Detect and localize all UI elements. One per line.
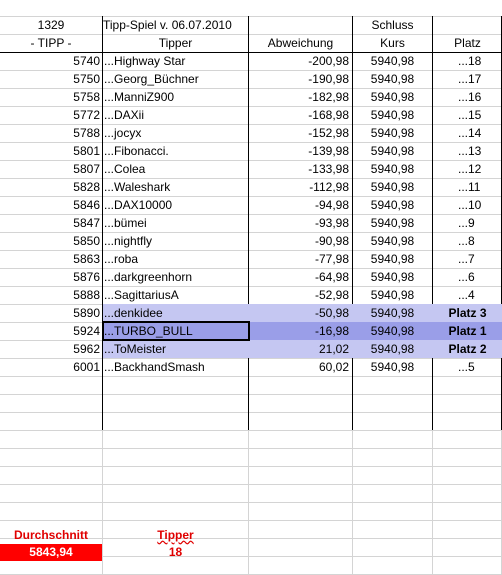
cell-tipper[interactable]: ...TURBO_BULL [104, 324, 193, 338]
cell-abweichung[interactable]: -77,98 [314, 252, 349, 266]
grid-row-line [0, 520, 502, 521]
selected-cell-border [102, 321, 250, 341]
cell-abweichung[interactable]: -139,98 [308, 144, 349, 158]
cell-kurs[interactable]: 5940,98 [370, 288, 415, 302]
cell-tipp[interactable]: 5750 [73, 72, 100, 86]
cell-abweichung[interactable]: -52,98 [314, 288, 349, 302]
cell-kurs[interactable]: 5940,98 [370, 324, 415, 338]
cell-tipper[interactable]: ...Colea [104, 162, 146, 176]
cell-platz[interactable]: ...18 [458, 54, 482, 68]
cell-kurs[interactable]: 5940,98 [370, 270, 415, 284]
cell-kurs[interactable]: 5940,98 [370, 108, 415, 122]
cell-tipper[interactable]: ...denkidee [104, 306, 163, 320]
cell-platz[interactable]: Platz 2 [448, 342, 487, 356]
cell-tipper[interactable]: ...Highway Star [104, 54, 186, 68]
cell-tipp[interactable]: 5740 [73, 54, 100, 68]
cell-tipper[interactable]: ...Georg_Büchner [104, 72, 199, 86]
header-abweichung: Abweichung [267, 36, 334, 50]
cell-tipp[interactable]: 5807 [73, 162, 100, 176]
cell-tipp[interactable]: 5924 [73, 324, 100, 338]
average-value[interactable]: 5843,94 [0, 544, 102, 561]
cell-tipp[interactable]: 5847 [73, 216, 100, 230]
cell-tipper[interactable]: ...DAXii [104, 108, 145, 122]
grid-row-line [0, 430, 502, 431]
cell-abweichung[interactable]: -190,98 [308, 72, 349, 86]
cell-tipper[interactable]: ...jocyx [104, 126, 142, 140]
header-kurs: Kurs [380, 36, 405, 50]
cell-abweichung[interactable]: -16,98 [314, 324, 349, 338]
grid-row-line [0, 466, 502, 467]
cell-abweichung[interactable]: -200,98 [308, 54, 349, 68]
cell-abweichung[interactable]: -94,98 [314, 198, 349, 212]
grid-row-line [0, 502, 502, 503]
cell-abweichung[interactable]: -90,98 [314, 234, 349, 248]
cell-kurs[interactable]: 5940,98 [370, 216, 415, 230]
cell-tipp[interactable]: 5850 [73, 234, 100, 248]
cell-platz[interactable]: Platz 1 [448, 324, 487, 338]
cell-kurs[interactable]: 5940,98 [370, 144, 415, 158]
cell-platz[interactable]: ...6 [458, 270, 475, 284]
cell-abweichung[interactable]: -93,98 [314, 216, 349, 230]
cell-platz[interactable]: ...10 [458, 198, 482, 212]
grid-col-line [432, 430, 433, 575]
average-label: Durchschnitt [13, 528, 88, 542]
cell-tipp[interactable]: 5888 [73, 288, 100, 302]
cell-platz[interactable]: ...7 [458, 252, 475, 266]
cell-kurs[interactable]: 5940,98 [370, 234, 415, 248]
cell-tipp[interactable]: 5772 [73, 108, 100, 122]
cell-tipp[interactable]: 5876 [73, 270, 100, 284]
cell-platz[interactable]: ...12 [458, 162, 482, 176]
cell-abweichung[interactable]: 21,02 [318, 342, 349, 356]
header-tipper: Tipper [158, 36, 193, 50]
cell-abweichung[interactable]: -50,98 [314, 306, 349, 320]
cell-tipp[interactable]: 5788 [73, 126, 100, 140]
cell-tipp[interactable]: 5962 [73, 342, 100, 356]
cell-tipp[interactable]: 5828 [73, 180, 100, 194]
cell-tipper[interactable]: ...roba [104, 252, 139, 266]
grid-col-line [248, 430, 249, 575]
cell-tipp[interactable]: 5758 [73, 90, 100, 104]
header-tipp: - TIPP - [30, 36, 72, 50]
cell-tipp[interactable]: 6001 [73, 360, 100, 374]
cell-tipper[interactable]: ...BackhandSmash [104, 360, 205, 374]
grid-row-line [0, 484, 502, 485]
cell-kurs[interactable]: 5940,98 [370, 180, 415, 194]
grid-col-line [352, 430, 353, 575]
cell-kurs[interactable]: 5940,98 [370, 126, 415, 140]
cell-platz[interactable]: ...8 [458, 234, 475, 248]
cell-platz[interactable]: ...11 [458, 180, 481, 194]
cell-tipper[interactable]: ...darkgreenhorn [104, 270, 193, 284]
cell-abweichung[interactable]: -182,98 [308, 90, 349, 104]
cell-kurs[interactable]: 5940,98 [370, 54, 415, 68]
cell-kurs[interactable]: 5940,98 [370, 252, 415, 266]
grid-row-line [0, 376, 502, 377]
cell-platz[interactable]: ...17 [458, 72, 482, 86]
cell-kurs[interactable]: 5940,98 [370, 72, 415, 86]
header-schluss: Schluss [371, 18, 414, 32]
cell-platz[interactable]: ...13 [458, 144, 482, 158]
cell-tipper[interactable]: ...nightfly [104, 234, 153, 248]
grid-row-line [0, 448, 502, 449]
grid-row-line [0, 412, 502, 413]
cell-tipper[interactable]: ...ManniZ900 [104, 90, 175, 104]
sheet-title: Tipp-Spiel v. 06.07.2010 [103, 18, 232, 32]
cell-tipp[interactable]: 5890 [73, 306, 100, 320]
cell-platz[interactable]: Platz 3 [448, 306, 487, 320]
cell-kurs[interactable]: 5940,98 [370, 360, 415, 374]
cell-tipper[interactable]: ...DAX10000 [104, 198, 173, 212]
sheet-id: 1329 [37, 18, 65, 32]
cell-tipp[interactable]: 5801 [73, 144, 100, 158]
cell-abweichung[interactable]: -112,98 [309, 180, 349, 194]
tipper-count-value[interactable]: 18 [168, 545, 183, 559]
cell-tipper[interactable]: ...SagittariusA [104, 288, 179, 302]
cell-tipper[interactable]: ...bümei [104, 216, 147, 230]
cell-tipper[interactable]: ...Fibonacci. [104, 144, 169, 158]
cell-tipper[interactable]: ...Waleshark [104, 180, 171, 194]
cell-platz[interactable]: ...14 [458, 126, 482, 140]
header-platz: Platz [454, 36, 481, 50]
cell-abweichung[interactable]: -64,98 [314, 270, 349, 284]
cell-abweichung[interactable]: 60,02 [318, 360, 349, 374]
cell-kurs[interactable]: 5940,98 [370, 198, 415, 212]
cell-abweichung[interactable]: -133,98 [308, 162, 349, 176]
cell-tipper[interactable]: ...ToMeister [104, 342, 167, 356]
cell-platz[interactable]: ...5 [458, 360, 475, 374]
cell-platz[interactable]: ...15 [458, 108, 482, 122]
cell-kurs[interactable]: 5940,98 [370, 306, 415, 320]
cell-kurs[interactable]: 5940,98 [370, 342, 415, 356]
cell-tipp[interactable]: 5863 [73, 252, 100, 266]
tipper-count-label-text: Tipper [157, 528, 194, 542]
cell-platz[interactable]: ...9 [458, 216, 475, 230]
cell-tipp[interactable]: 5846 [73, 198, 100, 212]
cell-abweichung[interactable]: -168,98 [308, 108, 349, 122]
cell-kurs[interactable]: 5940,98 [370, 90, 415, 104]
cell-kurs[interactable]: 5940,98 [370, 162, 415, 176]
cell-platz[interactable]: ...16 [458, 90, 482, 104]
cell-platz[interactable]: ...4 [458, 288, 475, 302]
tipper-count-label [103, 527, 248, 544]
cell-abweichung[interactable]: -152,98 [308, 126, 349, 140]
grid-row-line [0, 394, 502, 395]
